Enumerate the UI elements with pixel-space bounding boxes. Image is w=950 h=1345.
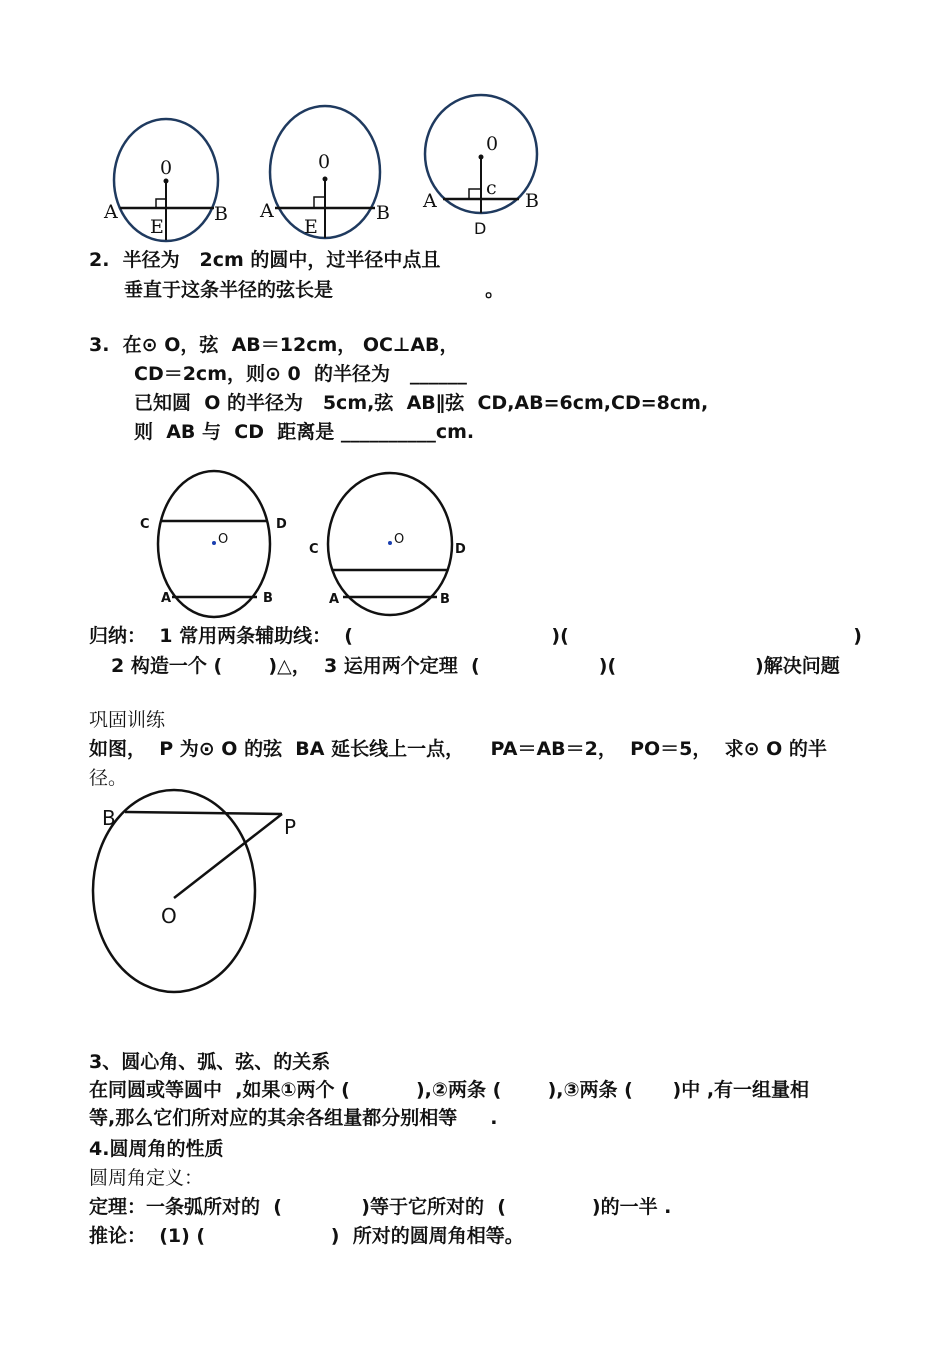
label-a1: A <box>104 201 118 223</box>
practice-line2: 径。 <box>89 767 128 789</box>
label-o1: 0 <box>160 157 173 179</box>
q2-line2: 垂直于这条半径的弦长是 。 <box>124 279 505 301</box>
sec4-corollary: 推论： (1) ( ) 所对的圆周角相等。 <box>89 1225 524 1247</box>
label-o2: 0 <box>318 151 331 173</box>
q2-line1: 2. 半径为 2cm 的圆中，过半径中点且 <box>89 249 441 271</box>
label-a-fig2-1: A <box>161 591 172 606</box>
label-c-fig2-1: C <box>140 517 150 532</box>
label-b-fig2-1: B <box>263 591 273 606</box>
label-b3: B <box>525 190 539 212</box>
label-b1: B <box>214 203 228 225</box>
label-o-fig2-2: O <box>394 532 405 547</box>
summary-line1: 归纳： 1 常用两条辅助线： ( )( ) <box>89 625 862 647</box>
sec3-line1: 在同圆或等圆中 ,如果①两个 ( ),②两条 ( ),③两条 ( )中 ,有一组量相 <box>89 1079 810 1101</box>
q3-line1: 3. 在⊙ O，弦 AB＝12cm， OC⊥AB， <box>89 334 459 356</box>
label-o3: 0 <box>486 133 499 155</box>
sec4-heading: 4.圆周角的性质 <box>89 1138 224 1160</box>
label-e2: E <box>304 216 318 238</box>
circle-6 <box>93 790 255 992</box>
label-c3: c <box>486 177 497 199</box>
segment-bp <box>125 812 282 814</box>
practice-heading: 巩固训练 <box>89 709 166 731</box>
label-b2: B <box>376 202 390 224</box>
practice-line1: 如图， P 为⊙ O 的弦 BA 延长线上一点， PA＝AB＝2， PO＝5， 求⊙ O 的半 <box>89 738 827 760</box>
label-d3: D <box>474 219 487 238</box>
q3-line4: 则 AB 与 CD 距离是 __________cm. <box>134 421 475 443</box>
sec4-theorem: 定理：一条弧所对的 ( )等于它所对的 ( )的一半 . <box>89 1196 672 1218</box>
label-a-fig2-2: A <box>329 592 340 607</box>
segment-op <box>174 814 282 898</box>
label-p-fig3: P <box>284 815 297 839</box>
label-o-fig3: O <box>161 904 177 928</box>
label-e1: E <box>150 216 164 238</box>
label-b-fig3: B <box>102 806 116 830</box>
summary-line2: 2 构造一个 ( )△， 3 运用两个定理 ( )( )解决问题 <box>111 655 840 677</box>
label-a3: A <box>423 190 437 212</box>
q3-line3: 已知圆 O 的半径为 5cm,弦 AB∥弦 CD,AB=6cm,CD=8cm, <box>134 392 709 414</box>
sec4-definition: 圆周角定义： <box>89 1167 204 1189</box>
q3-line2: CD＝2cm，则⊙ 0 的半径为 ______ <box>134 363 467 385</box>
sec3-heading: 3、圆心角、弧、弦、的关系 <box>89 1051 331 1073</box>
label-o-fig2-1: O <box>218 532 229 547</box>
label-d-fig2-1: D <box>276 517 287 532</box>
label-a2: A <box>260 200 274 222</box>
sec3-line2: 等,那么它们所对应的其余各组量都分别相等 . <box>89 1107 498 1129</box>
label-b-fig2-2: B <box>440 592 450 607</box>
label-d-fig2-2: D <box>455 542 466 557</box>
label-c-fig2-2: C <box>309 542 319 557</box>
